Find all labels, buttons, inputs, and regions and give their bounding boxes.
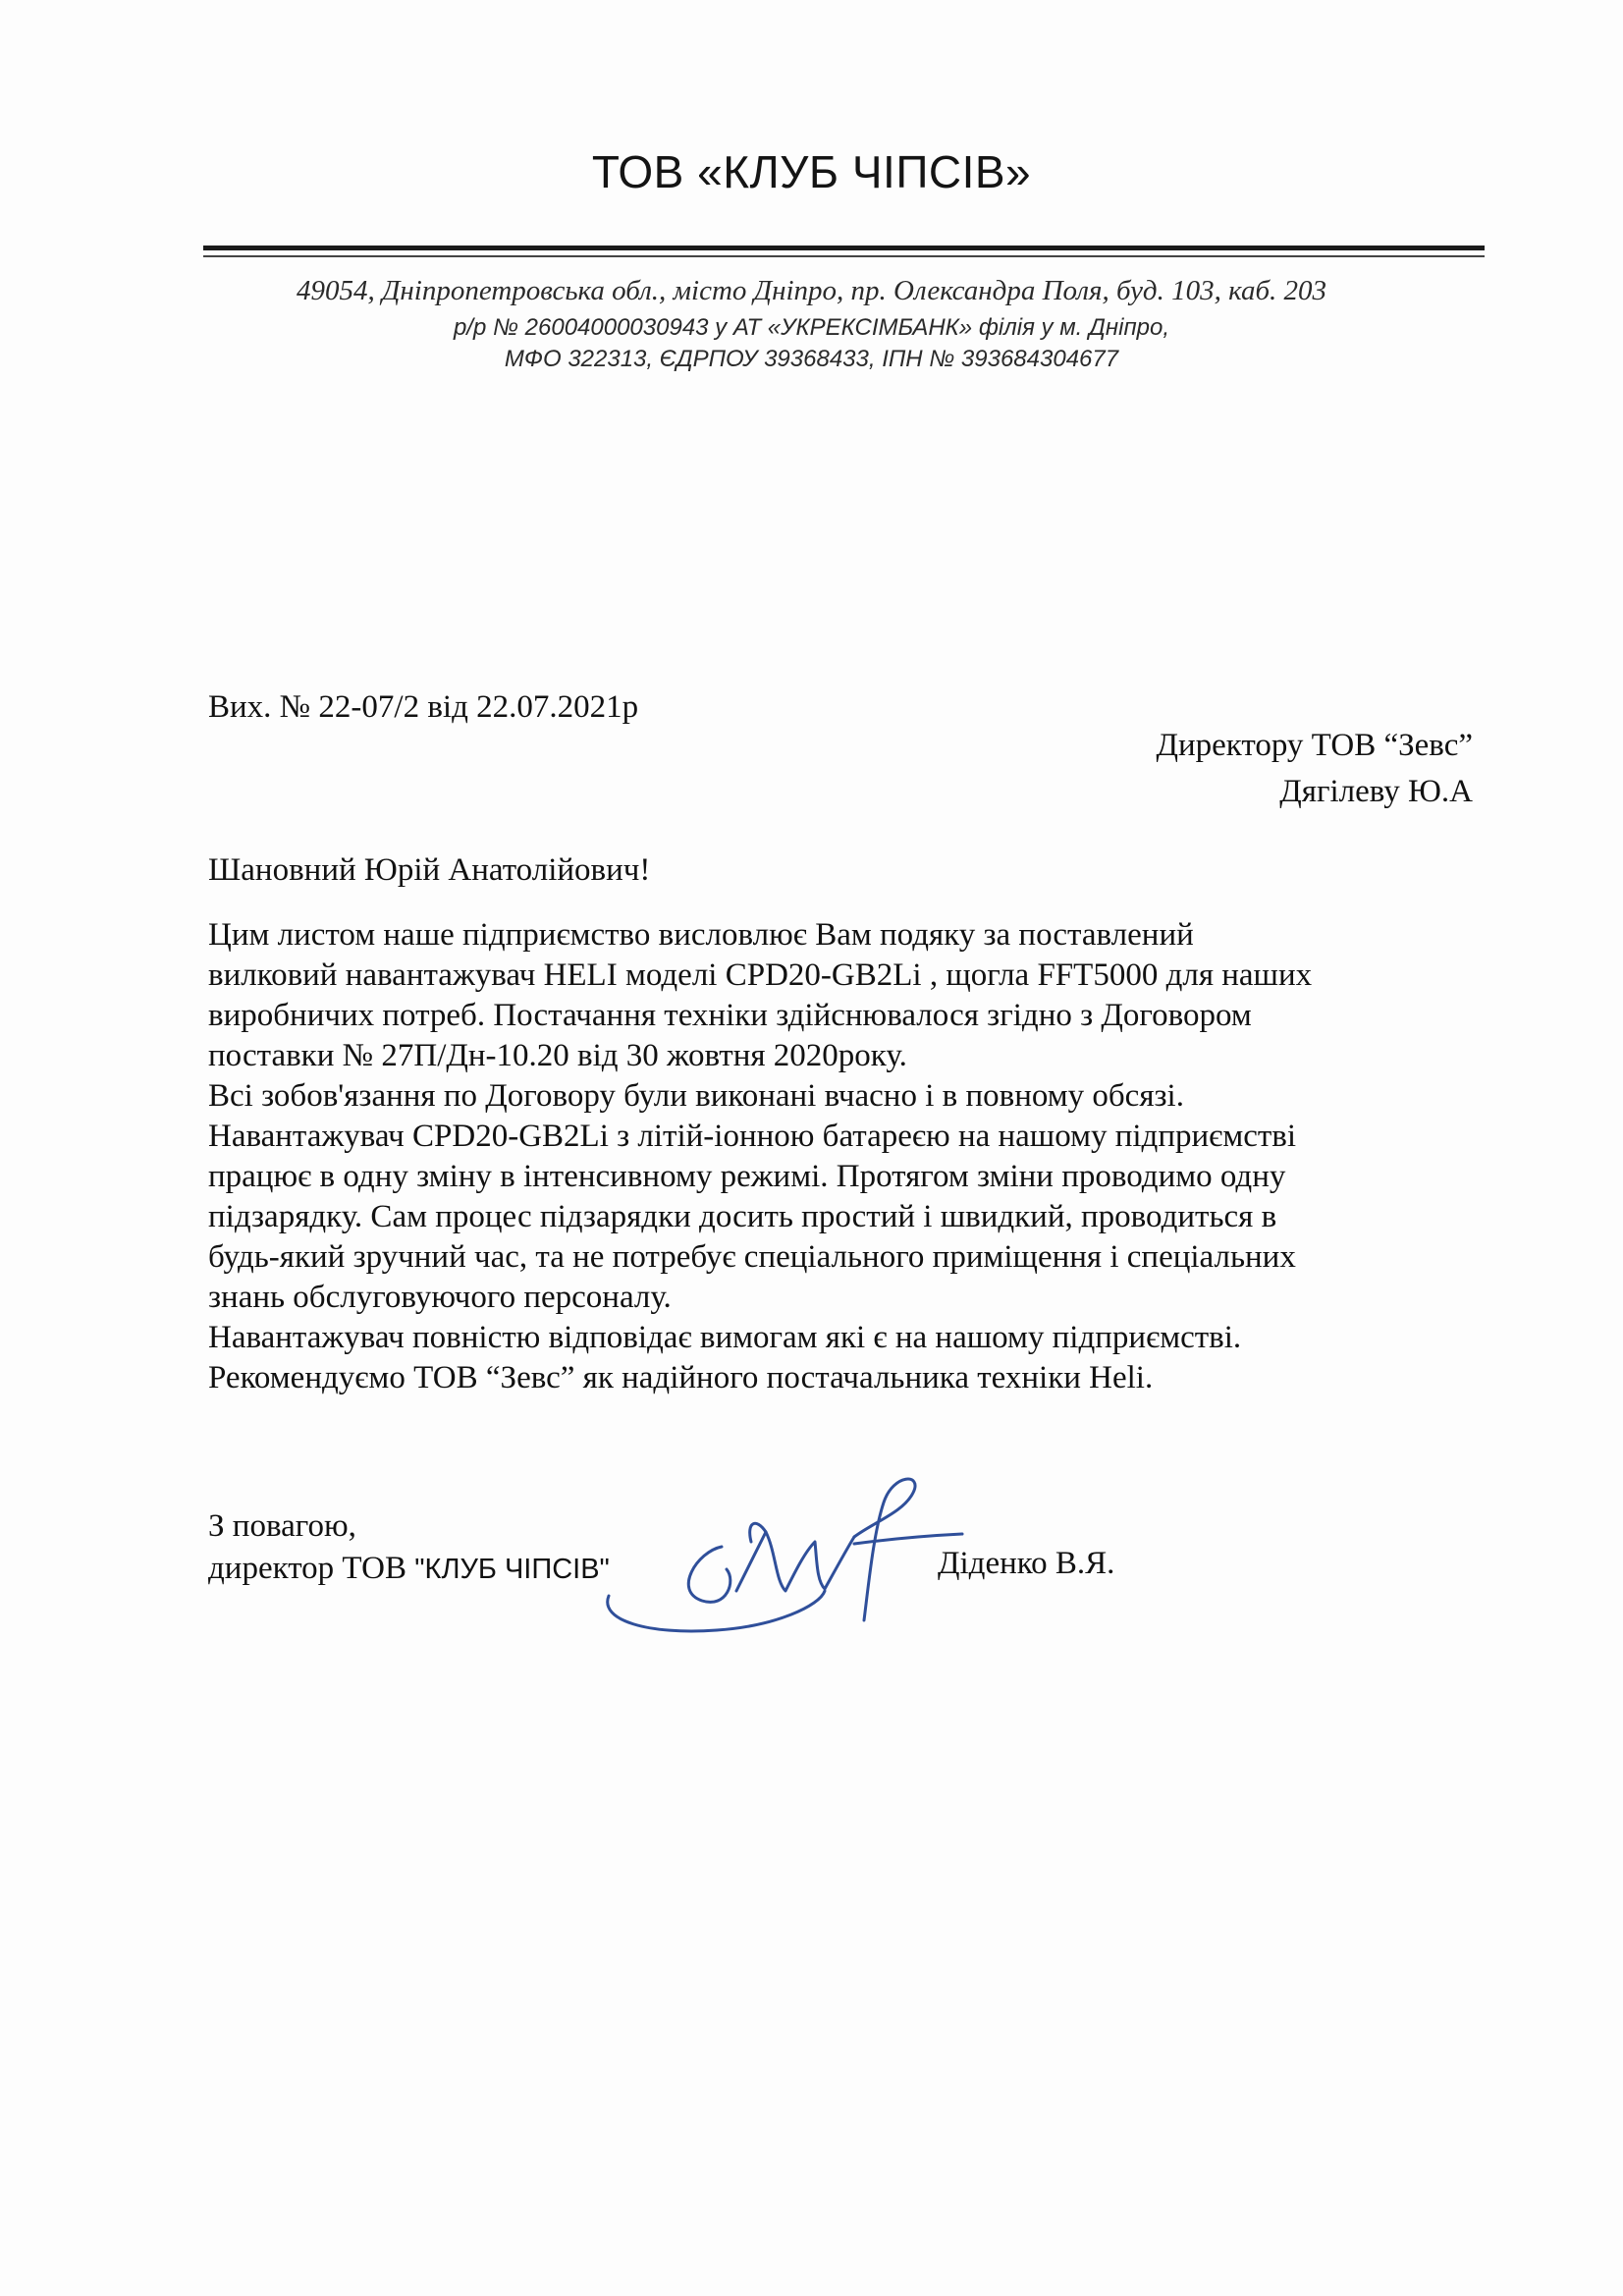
closing-block xyxy=(208,1505,610,1591)
signer-title-line xyxy=(208,1548,610,1591)
body-line: поставки № 27П/Дн-10.20 від 30 жовтня 2020року. xyxy=(208,1038,907,1073)
closing-phrase: З повагою, xyxy=(208,1508,356,1544)
letterhead-rule-thin xyxy=(203,255,1485,257)
outgoing-reference: Вих. № 22-07/2 від 22.07.2021р xyxy=(208,689,639,725)
body-line: працює в одну зміну в інтенсивному режимі. Протягом зміни проводимо одну xyxy=(208,1159,1286,1194)
body-line: виробничих потреб. Постачання техніки здійснювалося згідно з Договором xyxy=(208,998,1252,1033)
body-line: будь-який зручний час, та не потребує спеціального приміщення і спеціальних xyxy=(208,1239,1296,1275)
letter-body xyxy=(208,915,1426,1398)
signer-organization: "КЛУБ ЧІПСІВ" xyxy=(414,1554,610,1585)
body-line: підзарядку. Сам процес підзарядки досить простий і швидкий, проводиться в xyxy=(208,1199,1277,1234)
body-line: Цим листом наше підприємство висловлює Вам подяку за поставлений xyxy=(208,917,1194,953)
recipient-position: Директору ТОВ “Зевс” xyxy=(1156,728,1473,763)
body-line: знань обслуговуючого персоналу. xyxy=(208,1280,672,1315)
body-line: Навантажувач CPD20-GB2Li з літій-іонною батареєю на нашому підприємстві xyxy=(208,1119,1297,1154)
body-line: Навантажувач повністю відповідає вимогам які є на нашому підприємстві. xyxy=(208,1320,1242,1355)
signer-name: Діденко В.Я. xyxy=(938,1546,1115,1581)
company-bank-details: р/р № 26004000030943 у АТ «УКРЕКСІМБАНК» філія у м. Дніпро, xyxy=(453,314,1170,341)
salutation: Шановний Юрій Анатолійович! xyxy=(208,852,651,888)
signer-title: директор ТОВ xyxy=(208,1551,415,1586)
company-name: ТОВ «КЛУБ ЧІПСІВ» xyxy=(591,146,1032,197)
company-registration-codes: МФО 322313, ЄДРПОУ 39368433, ІПН № 393684304677 xyxy=(504,346,1119,372)
recipient-name: Дягілеву Ю.А xyxy=(1279,774,1473,809)
body-line: Рекомендуємо ТОВ “Зевс” як надійного постачальника техніки Heli. xyxy=(208,1360,1154,1395)
recipient-block xyxy=(1156,723,1473,815)
letterhead-rule-thick xyxy=(203,246,1485,250)
body-line: вилковий навантажувач HELI моделі CPD20-GB2Li , щогла FFT5000 для наших xyxy=(208,957,1313,993)
body-line: Всі зобов'язання по Договору були виконані вчасно і в повному обсязі. xyxy=(208,1078,1184,1114)
company-address: 49054, Дніпропетровська обл., місто Дніпро, пр. Олександра Поля, буд. 103, каб. 203 xyxy=(296,275,1327,306)
